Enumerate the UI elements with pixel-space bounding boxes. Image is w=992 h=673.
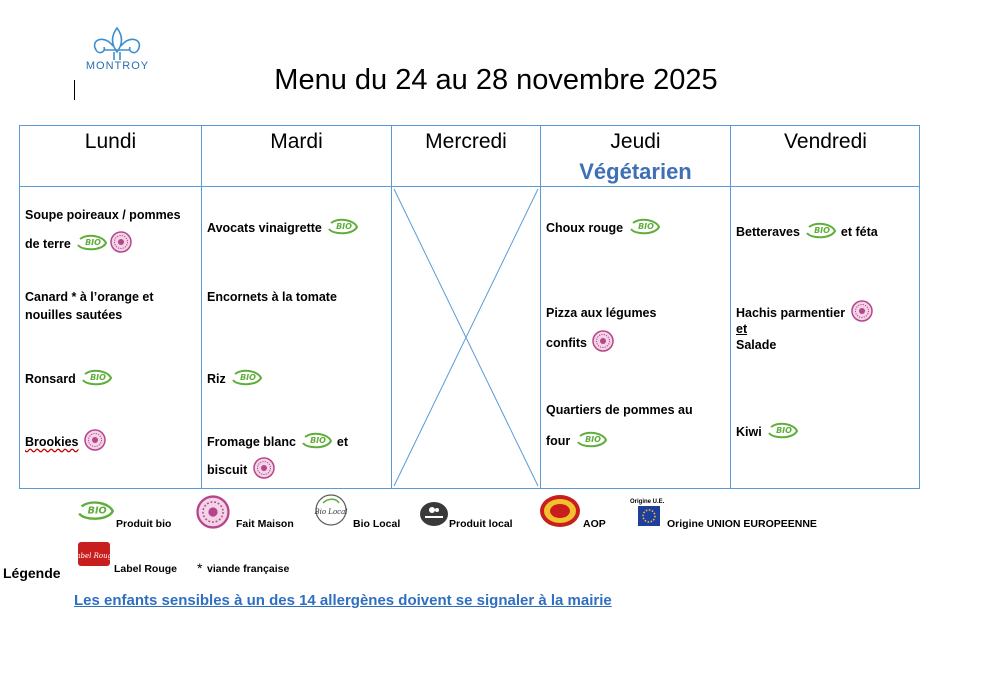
legend-label: viande française [207, 563, 290, 575]
menu-item: Kiwi BIO [736, 420, 799, 445]
menu-item: de terre BIO [25, 231, 132, 258]
menu-item: nouilles sautées [25, 308, 123, 322]
menu-item: biscuit [207, 457, 275, 484]
svg-text:BIO: BIO [776, 426, 793, 435]
legend-title: Légende [3, 565, 61, 581]
menu-item: Choux rouge BIO [546, 216, 661, 241]
svg-text:BIO: BIO [814, 226, 831, 235]
legend-star: * [197, 560, 203, 576]
svg-text:BIO: BIO [87, 505, 107, 517]
svg-text:BIO: BIO [310, 436, 327, 445]
aop-icon [539, 494, 581, 528]
bio-icon [76, 232, 108, 257]
day-header-vendredi: Vendredi [784, 130, 867, 153]
menu-item: Brookies [25, 429, 106, 456]
page-title: Menu du 24 au 28 novembre 2025 [274, 64, 718, 96]
svg-text:BIO: BIO [85, 238, 102, 247]
fait-maison-icon [110, 231, 132, 258]
column-divider [201, 126, 202, 488]
bio-icon [327, 216, 359, 241]
menu-item: et [736, 322, 748, 336]
menu-item: Pizza aux légumes [546, 306, 657, 320]
menu-item: Canard * à l’orange et [25, 290, 154, 304]
produit-local-icon [419, 501, 449, 527]
svg-text:BIO: BIO [637, 222, 654, 231]
menu-item: confits [546, 330, 614, 357]
menu-table [19, 125, 920, 489]
vegetarian-label: Végétarien [579, 159, 692, 184]
day-header-mardi: Mardi [270, 130, 323, 153]
menu-item: four BIO [546, 429, 608, 454]
legend-label: Produit bio [116, 518, 172, 530]
menu-item: Hachis parmentier [736, 300, 873, 327]
svg-text:Label Rouge: Label Rouge [71, 552, 117, 560]
svg-text:BIO: BIO [90, 373, 107, 382]
menu-item: Salade [736, 338, 777, 352]
menu-item: Quartiers de pommes au [546, 403, 693, 417]
legend-label: Bio Local [353, 518, 401, 530]
bio-icon [81, 367, 113, 392]
legend-label: Produit local [449, 518, 513, 530]
legend-fait-maison-icon [194, 495, 230, 534]
menu-item: Betteraves BIO et féta [736, 220, 878, 245]
eu-flag-icon [638, 506, 660, 526]
legend-label: Label Rouge [114, 563, 178, 575]
menu-item: Riz BIO [207, 367, 263, 392]
fait-maison-icon [851, 300, 873, 327]
legend-label: AOP [583, 518, 606, 530]
menu-item: Ronsard BIO [25, 367, 113, 392]
menu-item: Fromage blanc BIO et [207, 430, 348, 455]
svg-text:BIO: BIO [240, 373, 257, 382]
bio-icon [805, 220, 837, 245]
column-divider [730, 126, 731, 488]
day-header-jeudi: Jeudi [610, 130, 661, 153]
fait-maison-icon [84, 429, 106, 456]
legend-label: Origine UNION EUROPEENNE [667, 518, 817, 530]
brand-name: MONTROY [85, 60, 150, 72]
fait-maison-icon [592, 330, 614, 357]
bio-local-icon [315, 493, 347, 527]
menu-item: Avocats vinaigrette BIO [207, 216, 359, 241]
allergen-notice: Les enfants sensibles à un des 14 allergènes doivent se signaler à la mairie [74, 592, 612, 609]
bio-icon [231, 367, 263, 392]
day-header-mercredi: Mercredi [425, 130, 507, 153]
svg-text:BIO: BIO [336, 222, 353, 231]
bio-icon [576, 429, 608, 454]
menu-item: Soupe poireaux / pommes [25, 208, 181, 222]
origine-ue-caption: Origine U.E. [630, 499, 665, 505]
bio-icon [629, 216, 661, 241]
svg-text:Bio Local: Bio Local [314, 508, 348, 516]
fait-maison-icon [253, 457, 275, 484]
menu-item: Encornets à la tomate [207, 290, 337, 304]
label-rouge-icon [71, 540, 117, 570]
bio-icon [767, 420, 799, 445]
closed-day-cross [392, 187, 540, 488]
fleur-de-lis-icon [80, 26, 155, 62]
day-header-lundi: Lundi [84, 130, 137, 153]
legend-label: Fait Maison [236, 518, 294, 530]
legend-bio-icon [74, 498, 116, 527]
svg-text:BIO: BIO [584, 435, 601, 444]
bio-icon [301, 430, 333, 455]
